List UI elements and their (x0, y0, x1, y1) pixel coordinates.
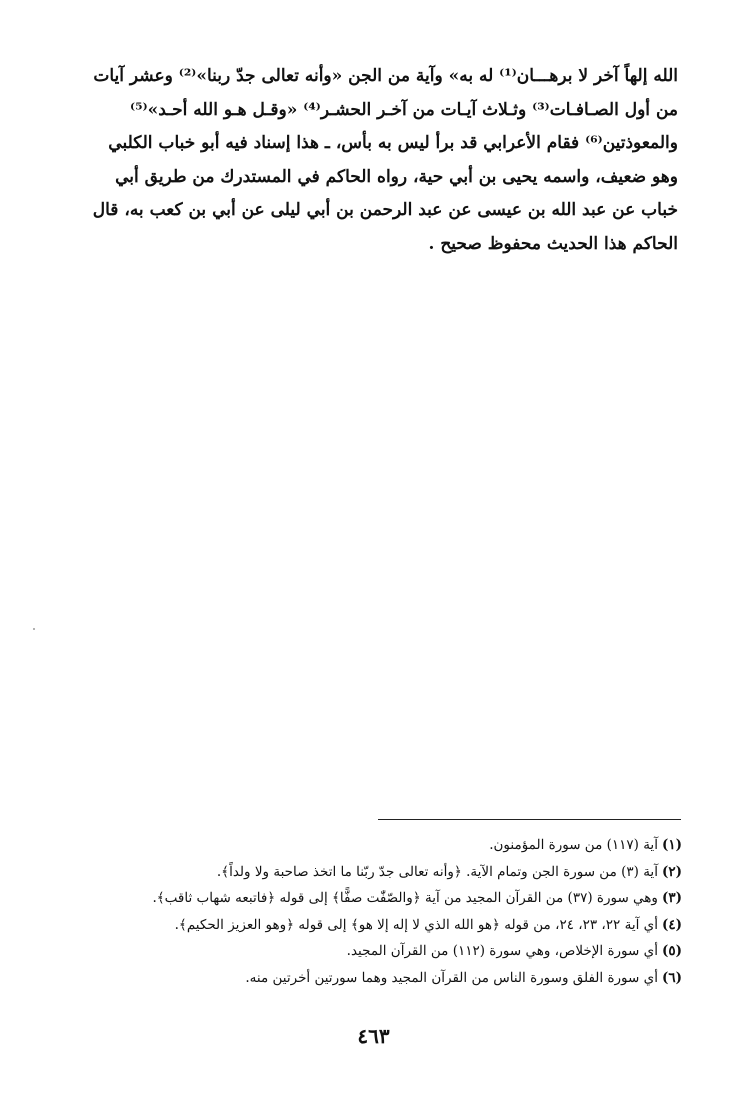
footnote-text: آية (٣) من سورة الجن وتمام الآية. ﴿وأنه تعالى جدّ ربّنا ما اتخذ صاحبة ولا ولداً﴾. (216, 863, 658, 880)
footnote-2 (60, 859, 682, 886)
scan-speck (33, 628, 35, 630)
text-line-4: وهو ضعيف، واسمه يحيى بن أبي حية، رواه الحاكم في المستدرك من طريق أبي (115, 166, 678, 187)
footnote-3 (60, 885, 682, 912)
text-line-2: من أول الصـافـات⁽³⁾ وثـلاث آيـات من آخـر الحشـر⁽⁴⁾ «وقـل هـو الله أحـد»⁽⁵⁾ (130, 99, 678, 120)
footnote-number: (٥) (661, 943, 682, 959)
footnote-text: أي آية ٢٢، ٢٣، ٢٤، من قوله ﴿هو الله الذي لا إله إلا هو﴾ إلى قوله ﴿وهو العزيز الحكيم﴾. (174, 916, 658, 933)
text-line-5: خباب عن عبد الله بن عيسى عن عبد الرحمن بن أبي ليلى عن أبي بن كعب به، قال (92, 200, 678, 220)
footnote-separator (378, 819, 681, 820)
footnote-4 (60, 912, 682, 939)
footnote-number: (٣) (661, 890, 682, 906)
footnote-6 (60, 965, 682, 992)
footnote-text: وهي سورة (٣٧) من القرآن المجيد من آية ﴿والصّفّٰت صفًّا﴾ إلى قوله ﴿فاتبعه شهاب ثاقب﴾. (152, 890, 658, 906)
footnote-number: (٢) (661, 863, 682, 880)
footnote-5 (60, 938, 682, 965)
page-number: ٤٦٣ (357, 1024, 390, 1048)
main-text-block (78, 60, 678, 261)
footnotes-block (60, 832, 682, 991)
text-line-3: والمعوذتين⁽⁶⁾ فقام الأعرابي قد برأ ليس به بأس، ـ هذا إسناد فيه أبو خباب الكلبي (108, 133, 678, 153)
footnote-number: (٤) (661, 916, 682, 933)
text-line-6: الحاكم هذا الحديث محفوظ صحيح . (428, 233, 678, 254)
footnote-number: (٦) (661, 969, 682, 986)
footnote-text: أي سورة الفلق وسورة الناس من القرآن المجيد وهما سورتين أخرتين منه. (245, 969, 658, 986)
footnote-number: (١) (661, 837, 682, 853)
footnote-text: آية (١١٧) من سورة المؤمنون. (489, 837, 658, 853)
footnote-1 (60, 832, 682, 859)
footnote-text: أي سورة الإخلاص، وهي سورة (١١٢) من القرآن المجيد. (346, 943, 658, 959)
text-line-1: الله إلهاً آخر لا برهـــان⁽¹⁾ له به» وآية من الجن «وأنه تعالى جدّ ربنا»⁽²⁾ وعشر آيات (93, 66, 678, 86)
